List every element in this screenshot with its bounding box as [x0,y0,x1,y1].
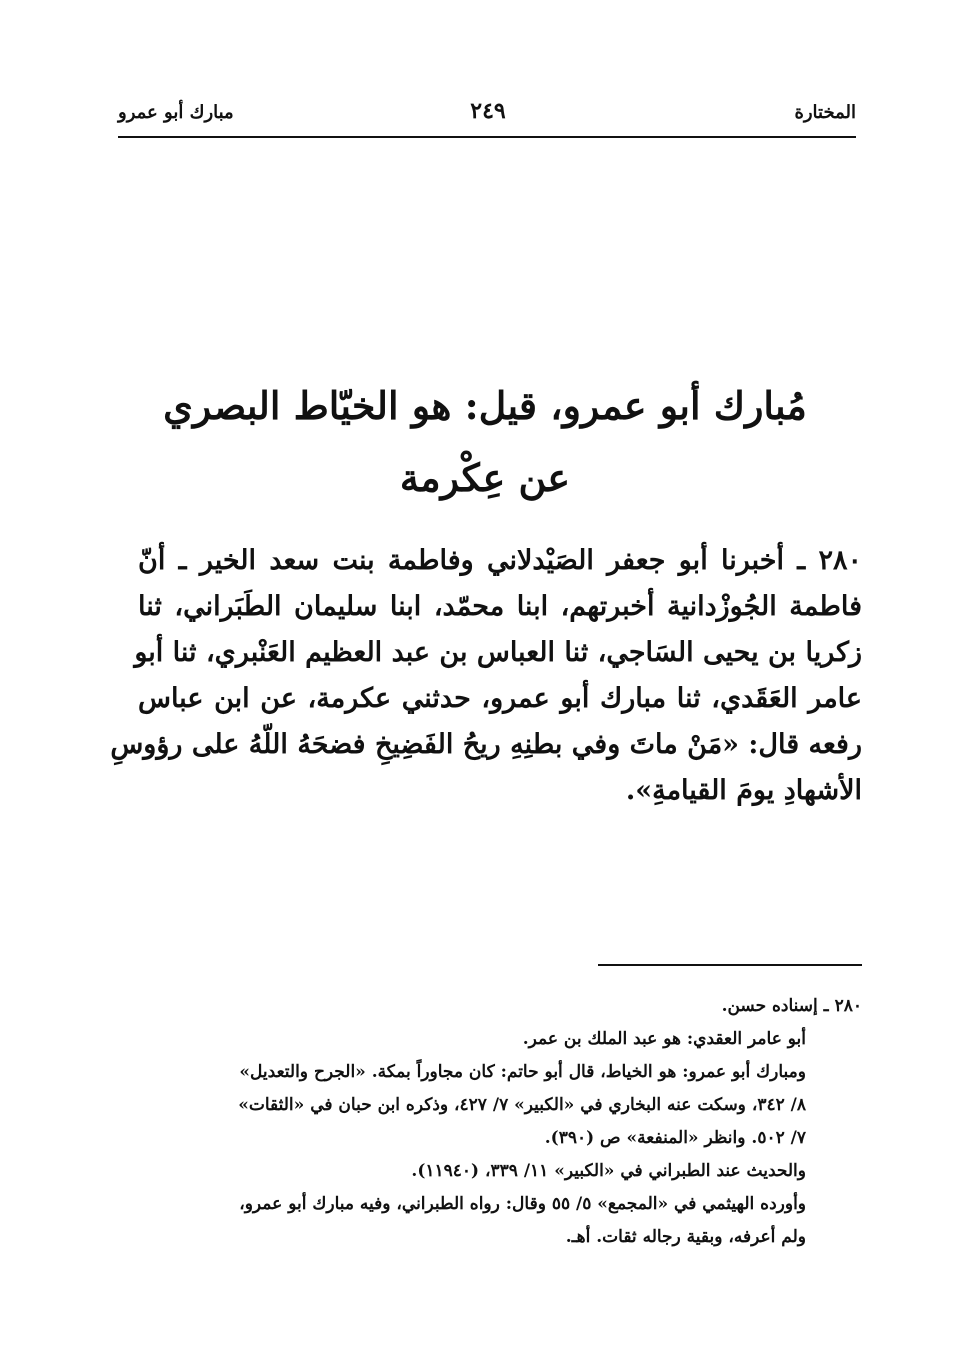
footnote-line: والحديث عند الطبراني في «الكبير» ١١/ ٣٣٩، (١١٩٤٠). [411,1161,806,1181]
hadith-line: فاطمة الجُوزْدانية أخبرتهم، ابنا محمّد، ابنا سليمان الطَبَراني، ثنا [138,591,862,622]
hadith-line: رفعه قال: «مَنْ ماتَ وفي بطنِهِ ريحُ الفَضِيخِ فضحَهُ اللّهُ على رؤوسِ [110,729,862,760]
running-header [118,96,856,138]
footnote-line: ٨/ ٣٤٢، وسكت عنه البخاري في «الكبير» ٧/ ٤٢٧، وذكره ابن حبان في «الثقات» [238,1095,806,1115]
footnotes [120,990,862,1254]
footnote-line: ٢٨٠ ـ إسناده حسن. [721,996,862,1016]
hadith-line: الأشهادِ يومَ القيامةِ». [625,775,862,806]
footnote-line: وأورده الهيثمي في «المجمع» ٥/ ٥٥ وقال: رواه الطبراني، وفيه مبارك أبو عمرو، [239,1194,806,1214]
chapter-heading [110,370,860,514]
footnote-line: أبو عامر العقدي: هو عبد الملك بن عمر. [522,1029,806,1049]
hadith-line: زكريا بن يحيى السَاجي، ثنا العباس بن عبد العظيم العَنْبري، ثنا أبو [134,637,862,668]
footnote-divider [598,964,862,966]
page-number: ٢٤٩ [470,98,506,124]
footnote-line: ولم أعرفه، وبقية رجاله ثقات. أهـ. [565,1227,806,1247]
hadith-line: عامر العَقَدي، ثنا مبارك أبو عمرو، حدثني عكرمة، عن ابن عباس [138,683,862,714]
footnote-line: ومبارك أبو عمرو: هو الخياط، قال أبو حاتم: كان مجاوراً بمكة. «الجرح والتعديل» [239,1062,806,1082]
heading-line-1: مُبارك أبو عمرو، قيل: هو الخيّاط البصري [163,383,807,428]
hadith-line: ٢٨٠ ـ أخبرنا أبو جعفر الصَيْدلاني وفاطمة بنت سعد الخير ـ أنّ [138,545,862,576]
section-title: مبارك أبو عمرو [118,102,234,123]
book-title: المختارة [794,102,856,123]
heading-line-2: عن عِكْرمة [399,455,571,500]
footnote-line: ٧/ ٥٠٢. وانظر «المنفعة» ص (٣٩٠). [544,1128,806,1148]
hadith-text [110,538,862,814]
